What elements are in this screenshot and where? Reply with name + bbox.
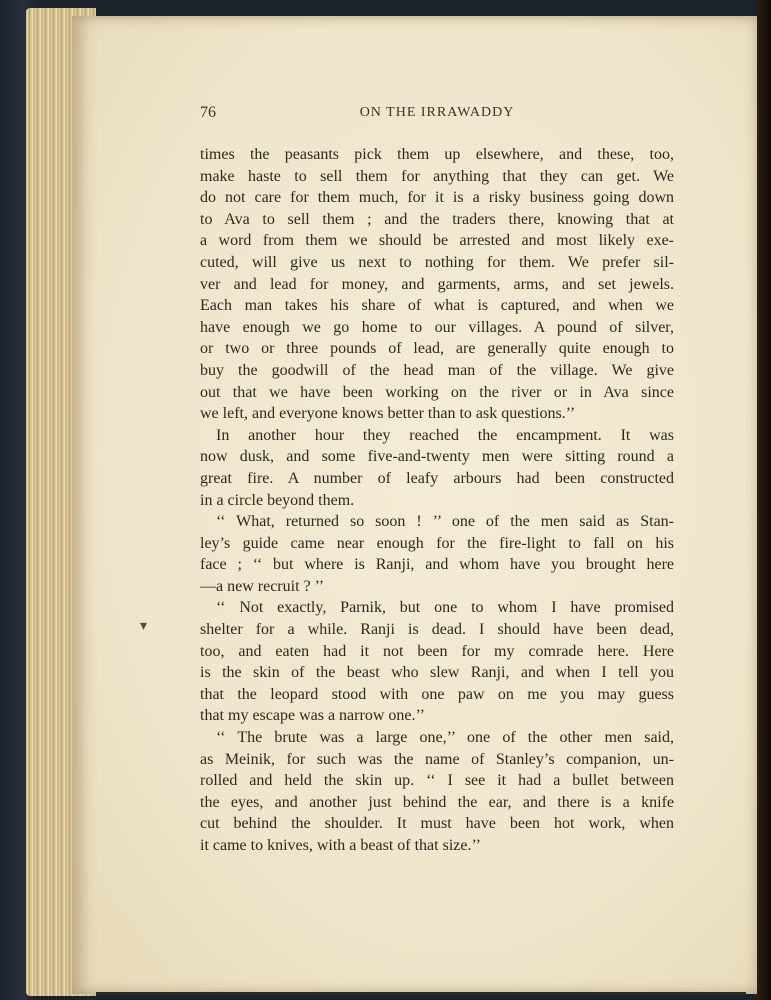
text-line: In another hour they reached the encampment. It was (216, 426, 674, 444)
text-line: now dusk, and some five-and-twenty men were sitting round a (200, 448, 674, 466)
text-line: a word from them we should be arrested and most likely exe- (200, 232, 674, 250)
text-line: cut behind the shoulder. It must have been hot work, when (200, 815, 674, 833)
text-line: that my escape was a narrow one.’’ (200, 707, 425, 725)
book-spine (757, 0, 771, 1000)
text-line: ‘‘ Not exactly, Parnik, but one to whom I have promised (216, 599, 674, 617)
bottom-edge (96, 992, 746, 995)
text-line: the eyes, and another just behind the ear, and there is a knife (200, 793, 674, 811)
text-line: ‘‘ The brute was a large one,’’ one of the other men said, (216, 729, 674, 747)
margin-mark: ▾ (140, 619, 148, 634)
text-line: buy the goodwill of the head man of the village. We give (200, 361, 674, 379)
text-line: too, and eaten had it not been for my comrade here. Here (200, 642, 674, 660)
text-line: great fire. A number of leafy arbours had been constructed (200, 469, 674, 487)
text-line: cuted, will give us next to nothing for them. We prefer sil- (200, 253, 674, 271)
text-line: make haste to sell them for anything that they can get. We (200, 167, 674, 185)
page-number: 76 (200, 104, 216, 121)
text-line: times the peasants pick them up elsewhere, and these, too, (200, 146, 674, 163)
text-line: to Ava to sell them ; and the traders there, knowing that at (200, 210, 674, 228)
text-line: is the skin of the beast who slew Ranji, and when I tell you (200, 664, 674, 682)
text-line: that the leopard stood with one paw on me you may guess (200, 685, 674, 703)
text-line: as Meinik, for such was the name of Stanley’s companion, un- (200, 750, 674, 768)
text-line: shelter for a while. Ranji is dead. I should have been dead, (200, 621, 674, 639)
text-line: ver and lead for money, and garments, arms, and set jewels. (200, 275, 674, 293)
text-line: out that we have been working on the river or in Ava since (200, 383, 674, 401)
text-line: do not care for them much, for it is a risky business going down (200, 189, 674, 207)
text-line: Each man takes his share of what is captured, and when we (200, 297, 674, 315)
page-text (200, 144, 674, 857)
text-line: or two or three pounds of lead, are generally quite enough to (200, 340, 674, 358)
text-line: we left, and everyone knows better than to ask questions.’’ (200, 405, 576, 423)
text-line: in a circle beyond them. (200, 491, 355, 509)
running-title: ON THE IRRAWADDY (359, 105, 515, 120)
text-line: ley’s guide came near enough for the fire-light to fall on his (200, 534, 674, 552)
text-line: have enough we go home to our villages. A pound of silver, (200, 318, 674, 336)
text-line: rolled and held the skin up. ‘‘ I see it had a bullet between (200, 772, 674, 790)
text-line: —a new recruit ? ’’ (200, 577, 325, 595)
text-line: face ; ‘‘ but where is Ranji, and whom have you brought here (200, 556, 674, 574)
page-header (200, 104, 674, 122)
text-line: it came to knives, with a beast of that size.’’ (200, 837, 481, 854)
text-line: ‘‘ What, returned so soon ! ’’ one of the men said as Stan- (216, 513, 674, 531)
